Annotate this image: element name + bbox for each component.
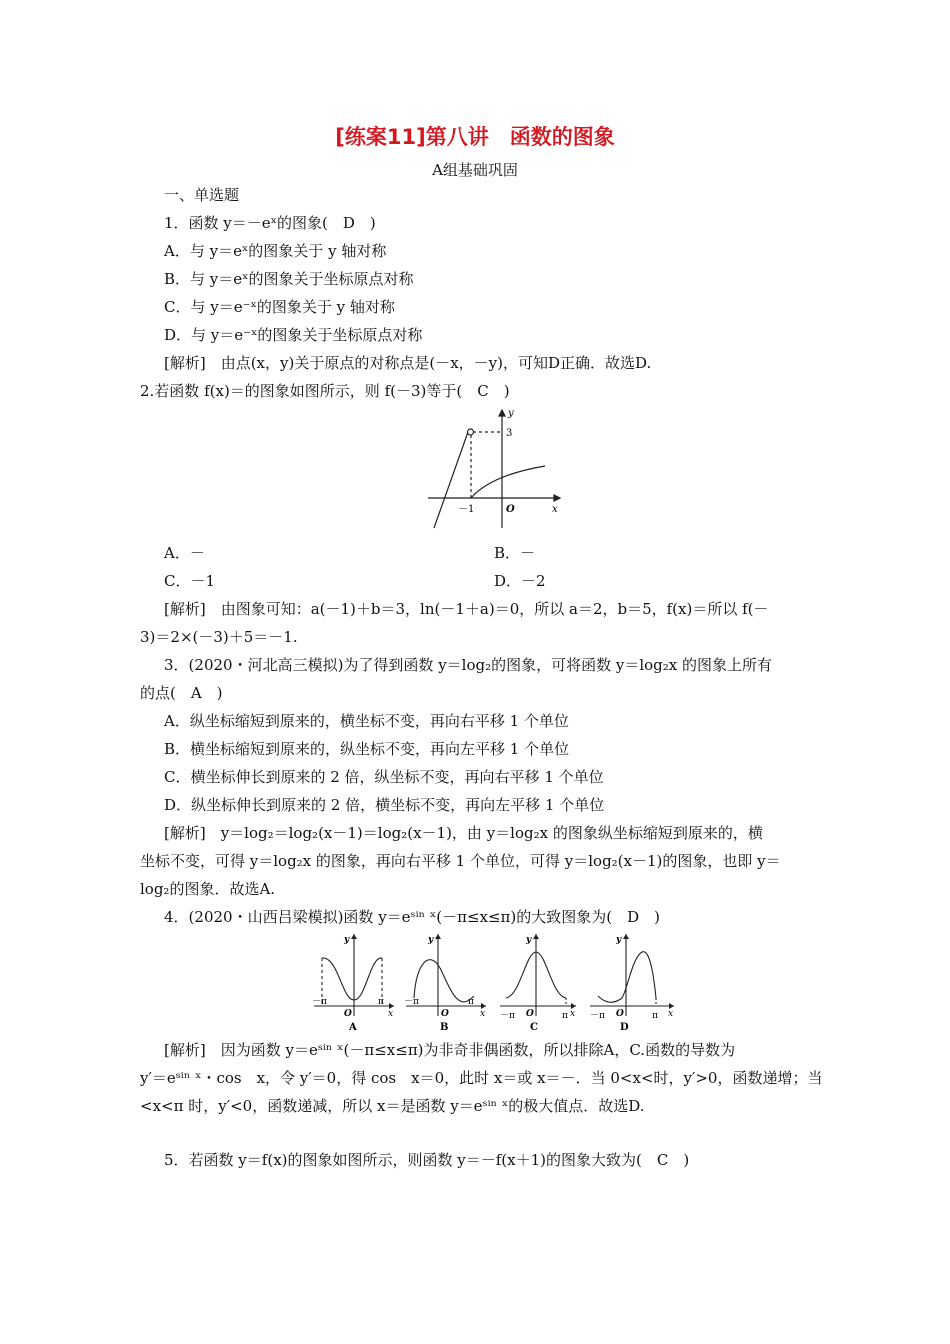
q3-option-d: D．纵坐标伸长到原来的 2 倍，横坐标不变，再向左平移 1 个单位 [164, 796, 605, 814]
q4d-neg-pi: －π [590, 1011, 605, 1021]
q4c-y-label: y [526, 935, 532, 945]
q4a-x-label: x [388, 1009, 394, 1019]
q4a-y-label: y [344, 935, 350, 945]
q4b-neg-pi: －π [404, 997, 419, 1007]
q4a-curve [322, 958, 382, 1000]
q4b-pi: π [468, 997, 474, 1007]
q2-analysis-line1: [解析] 由图象可知：a(－1)＋b＝3，ln(－1＋a)＝0，所以 a＝2，b＝5，f(x)＝所以 f(－ [164, 600, 769, 618]
q2-y-label: y [508, 408, 514, 419]
q5-stem: 5．若函数 y＝f(x)的图象如图所示，则函数 y＝－f(x＋1)的图象大致为( C ) [164, 1151, 690, 1169]
q4c-caption: C [530, 1022, 538, 1033]
q3-analysis-line1: [解析] y＝log₂＝log₂(x－1)＝log₂(x－1)，由 y＝log₂x 的图象纵坐标缩短到原来的，横 [164, 824, 763, 842]
q2-log-branch [471, 466, 545, 498]
q4b-curve [414, 960, 474, 1002]
q4a-origin: O [344, 1009, 352, 1019]
q4c-neg-pi: －π [500, 1011, 515, 1021]
q1-option-d: D．与 y＝e⁻ˣ的图象关于坐标原点对称 [164, 326, 423, 344]
q2-analysis-line2: 3)＝2×(－3)＋5＝－1. [140, 628, 298, 646]
q4d-curve [598, 952, 656, 1003]
q2-option-d: D．－2 [494, 572, 546, 590]
q4b-y-label: y [428, 935, 434, 945]
q4d-x-label: x [668, 1009, 674, 1019]
q3-option-b: B．横坐标缩短到原来的，纵坐标不变，再向左平移 1 个单位 [164, 740, 570, 758]
section-heading: 一、单选题 [164, 186, 240, 204]
q2-x-label: x [552, 504, 558, 515]
q2-tick-neg1: －1 [458, 504, 475, 515]
q4a-caption: A [349, 1022, 357, 1033]
q2-origin: O [506, 504, 515, 515]
q4a-neg-pi: －π [312, 997, 327, 1007]
q1-option-b: B．与 y＝eˣ的图象关于坐标原点对称 [164, 270, 414, 288]
q2-open-point [468, 429, 474, 435]
q3-analysis-line2: 坐标不变，可得 y＝log₂x 的图象，再向右平移 1 个单位，可得 y＝log₂(x－1)的图象，也即 y＝ [140, 852, 781, 870]
q2-option-a: A．－ [164, 544, 205, 562]
q4d-caption: D [620, 1022, 629, 1033]
q4c-x-label: x [570, 1009, 576, 1019]
q4a-pi: π [378, 997, 384, 1007]
q2-option-b: B．－ [494, 544, 536, 562]
q3-stem-line1: 3．(2020・河北高三模拟)为了得到函数 y＝log₂的图象，可将函数 y＝log₂x 的图象上所有 [164, 656, 773, 674]
q2-tick-3: 3 [506, 428, 513, 439]
q4-analysis-line1: [解析] 因为函数 y＝eˢⁱⁿ ˣ(－π≤x≤π)为非奇非偶函数，所以排除A，C.函数的导数为 [164, 1041, 736, 1059]
q4d-y-label: y [616, 935, 622, 945]
q1-option-a: A．与 y＝eˣ的图象关于 y 轴对称 [164, 242, 387, 260]
q3-option-a: A．纵坐标缩短到原来的，横坐标不变，再向右平移 1 个单位 [164, 712, 569, 730]
q4b-caption: B [440, 1022, 449, 1033]
page-title: [练案11]第八讲 函数的图象 [335, 125, 615, 149]
q4d-pi: π [652, 1011, 658, 1021]
q4b-origin: O [441, 1009, 449, 1019]
q4d-origin: O [616, 1009, 624, 1019]
group-heading: A组基础巩固 [432, 161, 518, 179]
q3-stem-line2: 的点( A ) [140, 684, 223, 702]
q4c-pi: π [562, 1011, 568, 1021]
q4-stem: 4．(2020・山西吕梁模拟)函数 y＝eˢⁱⁿ ˣ(－π≤x≤π)的大致图象为( D ) [164, 908, 660, 926]
q1-analysis: [解析] 由点(x，y)关于原点的对称点是(－x，－y)，可知D正确．故选D. [164, 354, 652, 372]
q4-graphs [308, 928, 678, 1033]
q1-option-c: C．与 y＝e⁻ˣ的图象关于 y 轴对称 [164, 298, 395, 316]
q2-stem: 2.若函数 f(x)＝的图象如图所示，则 f(－3)等于( C ) [140, 382, 510, 400]
q2-option-c: C．－1 [164, 572, 216, 590]
q4-analysis-line3: <x<π 时，y′<0，函数递减，所以 x＝是函数 y＝eˢⁱⁿ ˣ的极大值点．故选D. [140, 1097, 645, 1115]
q1-stem: 1．函数 y＝－eˣ的图象( D ) [164, 214, 376, 232]
q4c-origin: O [526, 1009, 534, 1019]
q4b-x-label: x [480, 1009, 486, 1019]
q4-analysis-line2: y′＝eˢⁱⁿ ˣ・cos x，令 y′＝0，得 cos x＝0，此时 x＝或 x＝－．当 0<x<时，y′>0，函数递增；当 [140, 1069, 823, 1087]
q2-x-arrow [554, 495, 560, 501]
q3-option-c: C．横坐标伸长到原来的 2 倍，纵坐标不变，再向右平移 1 个单位 [164, 768, 604, 786]
q2-y-arrow [499, 410, 505, 416]
q3-analysis-line3: log₂的图象．故选A. [140, 880, 276, 898]
q2-graph [420, 402, 570, 532]
